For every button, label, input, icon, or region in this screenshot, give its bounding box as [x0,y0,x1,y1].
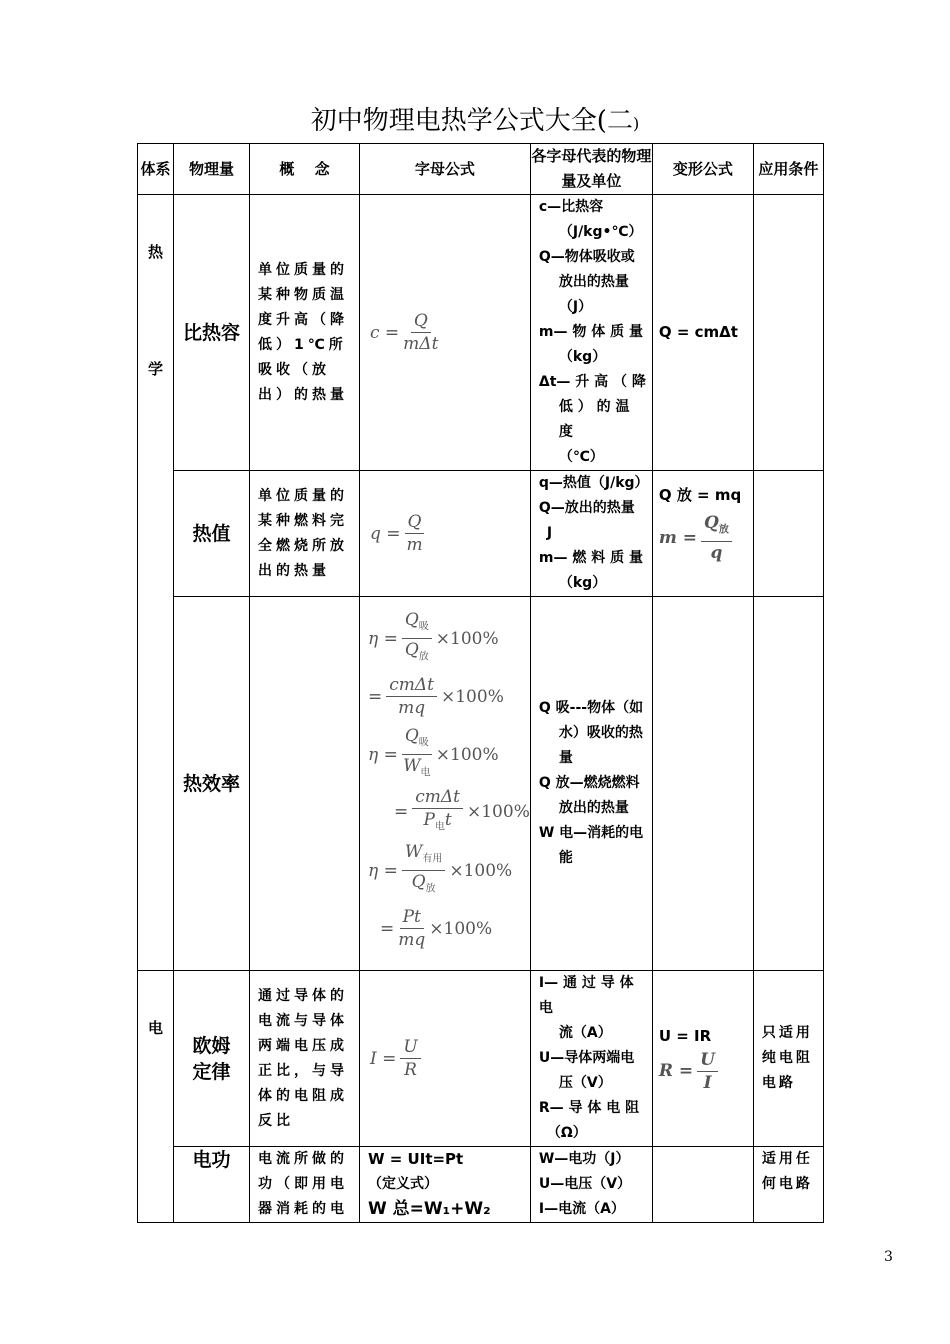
table-row [138,597,824,971]
table-row [138,471,824,597]
derived-efficiency [652,597,753,971]
condition-efficiency [753,597,823,971]
condition-specific-heat [753,195,823,471]
header-system: 体系 [138,144,174,195]
quantity-efficiency: 热效率 [174,597,250,971]
formula-table [137,143,824,1223]
quantity-specific-heat: 比热容 [174,195,250,471]
system-electric: 电 [138,971,174,1223]
units-work: W—电功（J） U—电压（V） I—电流（A） [530,1147,652,1223]
table-row [138,195,824,471]
derived-ohm: U = IR R = $\frac{U}{I}$ [652,971,753,1147]
table-row [138,971,824,1147]
formula-efficiency: η = $\frac{Q_吸}{Q_放}$ ×100% = $\frac{\text{cmΔt}}{mq}$ ×100% η = $\frac{Q_吸}{W_电}$ ×100% = $\frac{\text{cmΔt}}{P_电t}$ ×100% η = $\frac{W_{有用}}{Q_放}$ ×100% = $\frac{Pt}{mq}$ ×100% [360,597,531,971]
units-efficiency: Q 吸---物体（如 水）吸收的热 量 Q 放—燃烧燃料 放出的热量 W 电—消耗的电 能 [530,597,652,971]
header-formula: 字母公式 [360,144,531,195]
formula-heat-value: q = $\frac{Q}{m}$ [360,471,531,597]
condition-work: 适用任何电路 [753,1147,823,1223]
formula-work: W = UIt=Pt （定义式） W 总=W₁+W₂ [360,1147,531,1223]
page-number: 3 [884,1249,893,1265]
header-condition: 应用条件 [753,144,823,195]
derived-specific-heat: Q = cmΔt [652,195,753,471]
condition-ohm: 只适用纯电阻电路 [753,971,823,1147]
units-ohm: I— 通 过 导 体 电 流（A） U—导体两端电 压（V） R— 导 体 电 阻 （Ω） [530,971,652,1147]
concept-efficiency [250,597,360,971]
system-heat: 热 学 [138,195,174,971]
formula-ohm: I = $\frac{U}{R}$ [360,971,531,1147]
page-title: 初中物理电热学公式大全(二) [310,106,640,136]
derived-heat-value: Q 放 = mq m = $\frac{Q_放}{q}$ [652,471,753,597]
header-units: 各字母代表的物理量及单位 [530,144,652,195]
derived-work [652,1147,753,1223]
header-concept: 概 念 [250,144,360,195]
quantity-heat-value: 热值 [174,471,250,597]
units-specific-heat: c—比热容 （J/kg•℃） Q—物体吸收或 放出的热量 （J） m— 物 体 质 量 （kg） Δt— 升 高 （ 降 低 ） 的 温 度 （℃） [530,195,652,471]
quantity-work: 电功 [174,1147,250,1223]
formula-specific-heat: c = $\frac{Q}{\text{mΔt}}$ [360,195,531,471]
header-derived: 变形公式 [652,144,753,195]
condition-heat-value [753,471,823,597]
header-quantity: 物理量 [174,144,250,195]
concept-specific-heat: 单位质量的某种物质温度升高（降低）1℃所吸收（放出）的热量 [250,195,360,471]
concept-heat-value: 单位质量的某种燃料完全燃烧所放出的热量 [250,471,360,597]
concept-ohm: 通过导体的电流与导体两端电压成正比，与导体的电阻成反比 [250,971,360,1147]
header-row [138,144,824,195]
quantity-ohm: 欧姆 定律 [174,971,250,1147]
units-heat-value: q—热值（J/kg） Q—放出的热量 J m— 燃 料 质 量 （kg） [530,471,652,597]
concept-work: 电流所做的功（即用电器消耗的电 [250,1147,360,1223]
table-row [138,1147,824,1223]
